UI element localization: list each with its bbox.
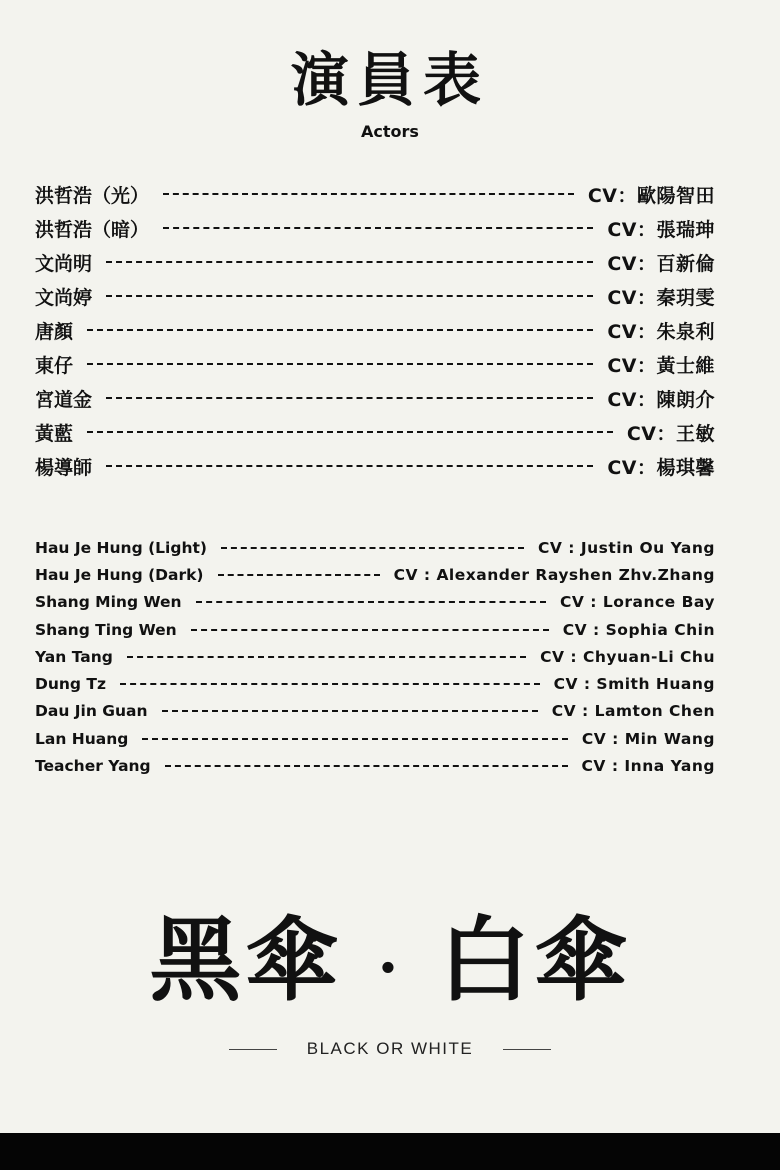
character-name: Lan Huang — [35, 729, 129, 748]
tagline-rule-right — [503, 1049, 551, 1050]
dashed-leader — [218, 574, 380, 576]
cast-row — [35, 725, 715, 752]
voice-actor: CV : Sophia Chin — [562, 620, 715, 639]
voice-actor: CV : Justin Ou Yang — [537, 538, 715, 557]
voice-actor: CV：朱泉利 — [607, 320, 715, 343]
voice-actor: CV : Inna Yang — [581, 757, 715, 776]
tagline-rule-left — [229, 1049, 277, 1050]
dashed-leader — [87, 363, 593, 365]
dashed-leader — [106, 261, 593, 263]
character-name: 東仔 — [35, 354, 74, 377]
cast-row — [35, 279, 715, 313]
voice-actor: CV : Alexander Rayshen Zhv.Zhang — [393, 565, 715, 584]
voice-actor: CV：歐陽智田 — [587, 184, 715, 207]
voice-actor: CV：張瑞珅 — [607, 218, 715, 241]
dashed-leader — [221, 547, 524, 549]
voice-actor: CV：百新倫 — [607, 252, 715, 275]
voice-actor: CV : Min Wang — [581, 729, 715, 748]
character-name: Dau Jin Guan — [35, 702, 148, 721]
voice-actor: CV：陳朗介 — [607, 388, 715, 411]
bottom-bar — [0, 1133, 780, 1170]
logo-separator: · — [377, 933, 403, 1004]
cast-row — [35, 211, 715, 245]
character-name: 文尚明 — [35, 252, 93, 275]
dashed-leader — [165, 765, 568, 767]
cast-row — [35, 561, 715, 588]
dashed-leader — [106, 295, 593, 297]
dashed-leader — [196, 601, 546, 603]
cast-row — [35, 313, 715, 347]
cast-row — [35, 449, 715, 483]
dashed-leader — [191, 629, 549, 631]
cast-row — [35, 381, 715, 415]
page-title: 演員表 — [290, 46, 489, 114]
dashed-leader — [142, 738, 567, 740]
character-name: Hau Je Hung (Light) — [35, 538, 207, 557]
character-name: Dung Tz — [35, 675, 107, 694]
character-name: 宮道金 — [35, 388, 93, 411]
character-name: 洪哲浩（光） — [35, 184, 150, 207]
cast-row — [35, 616, 715, 643]
cast-list-chinese — [35, 177, 715, 483]
cast-row — [35, 245, 715, 279]
cast-row — [35, 534, 715, 561]
voice-actor: CV : Chyuan-Li Chu — [540, 647, 715, 666]
dashed-leader — [127, 656, 526, 658]
character-name: 黃藍 — [35, 422, 74, 445]
dashed-leader — [163, 227, 593, 229]
dashed-leader — [120, 683, 540, 685]
title-logo — [0, 905, 780, 1023]
cast-row — [35, 752, 715, 779]
character-name: 文尚婷 — [35, 286, 93, 309]
dashed-leader — [106, 465, 593, 467]
cast-row — [35, 670, 715, 697]
cast-row — [35, 347, 715, 381]
dashed-leader — [162, 710, 538, 712]
character-name: Shang Ting Wen — [35, 620, 177, 639]
cast-row — [35, 698, 715, 725]
character-name: 唐顏 — [35, 320, 74, 343]
character-name: 洪哲浩（暗） — [35, 218, 150, 241]
cast-row — [35, 643, 715, 670]
dashed-leader — [87, 329, 593, 331]
cast-row — [35, 589, 715, 616]
logo-right: 白傘 — [438, 906, 631, 1014]
cast-row — [35, 177, 715, 211]
voice-actor: CV : Lorance Bay — [559, 593, 715, 612]
character-name: Yan Tang — [35, 647, 113, 666]
character-name: Shang Ming Wen — [35, 593, 182, 612]
voice-actor: CV：楊琪馨 — [607, 456, 715, 479]
logo-left: 黑傘 — [149, 906, 342, 1014]
tagline — [0, 1039, 780, 1059]
page-subtitle: Actors — [361, 122, 419, 141]
voice-actor: CV : Smith Huang — [553, 675, 715, 694]
voice-actor: CV：秦玥雯 — [607, 286, 715, 309]
character-name: Teacher Yang — [35, 757, 151, 776]
cast-list-english — [35, 534, 715, 780]
voice-actor: CV：黃士維 — [607, 354, 715, 377]
character-name: Hau Je Hung (Dark) — [35, 565, 204, 584]
dashed-leader — [106, 397, 593, 399]
character-name: 楊導師 — [35, 456, 93, 479]
voice-actor: CV：王敏 — [626, 422, 715, 445]
cast-row — [35, 415, 715, 449]
dashed-leader — [163, 193, 574, 195]
dashed-leader — [87, 431, 613, 433]
voice-actor: CV : Lamton Chen — [551, 702, 715, 721]
tagline-text: BLACK OR WHITE — [306, 1039, 474, 1058]
